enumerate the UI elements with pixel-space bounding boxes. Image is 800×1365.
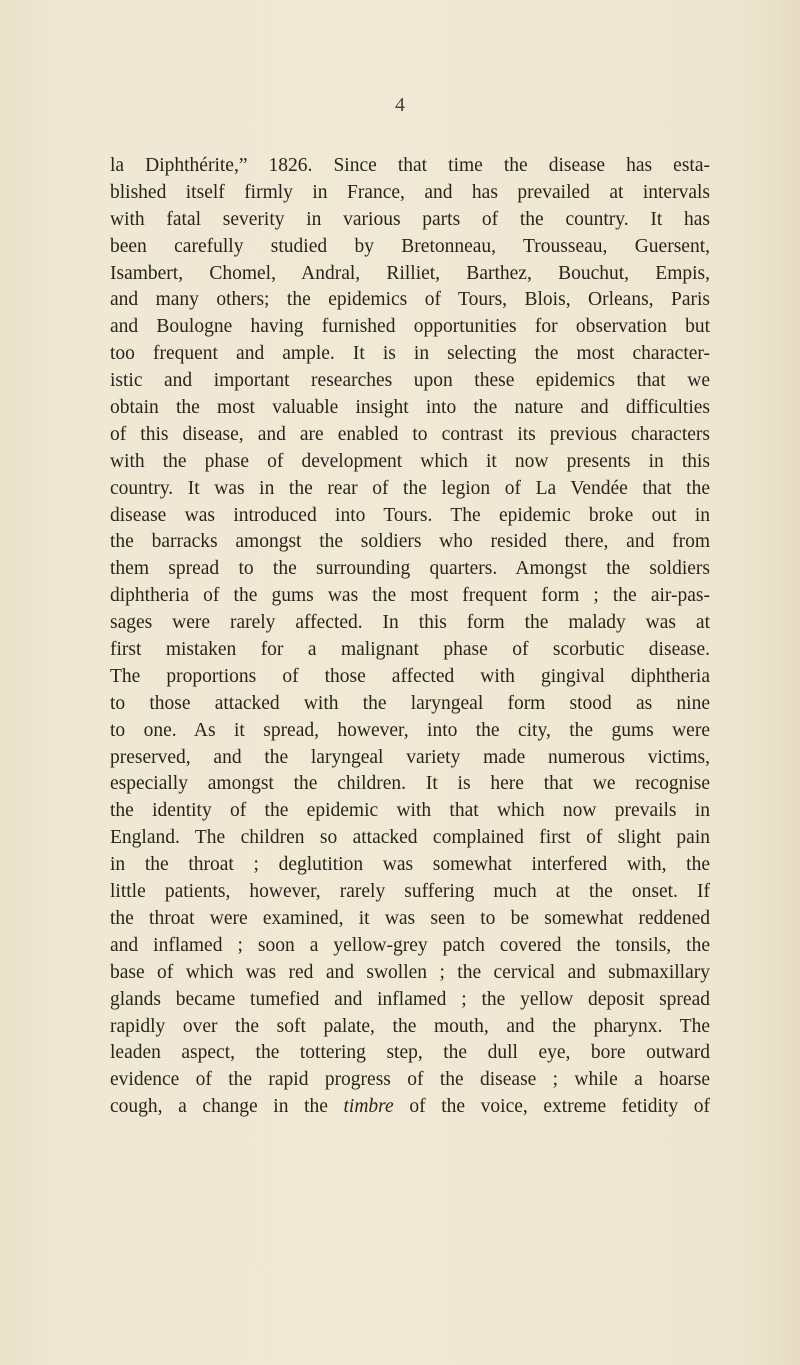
text-line: and many others; the epidemics of Tours, Blois, Orleans, Paris [110,289,710,311]
text-line: The proportions of those affected with gingival diphtheria [110,665,710,687]
text-line: and inflamed ; soon a yellow-grey patch covered the tonsils, the [110,934,710,956]
text-line: and Boulogne having furnished opportunities for observation but [110,316,710,338]
text-line: England. The children so attacked complained first of slight pain [110,827,710,849]
text-line: preserved, and the laryngeal variety made numerous victims, [110,746,710,768]
text-line: base of which was red and swollen ; the cervical and submaxillary [110,961,710,983]
text-line: la Diphthérite,” 1826. Since that time the disease has esta- [110,155,710,176]
text-line-last [110,1094,710,1121]
text-line: glands became tumefied and inflamed ; the yellow deposit spread [110,988,710,1010]
text-line: evidence of the rapid progress of the disease ; while a hoarse [110,1069,710,1091]
text-line: to one. As it spread, however, into the city, the gums were [110,719,710,741]
text-line: in the throat ; deglutition was somewhat interfered with, the [110,854,710,876]
text-line: them spread to the surrounding quarters. Amongst the soldiers [110,558,710,580]
text-line: of this disease, and are enabled to contrast its previous characters [110,423,710,445]
text-line: with fatal severity in various parts of the country. It has [110,208,710,230]
text-line: first mistaken for a malignant phase of scorbutic disease. [110,639,710,661]
last-line-after: of the voice, extreme fetidity of [393,1096,710,1118]
text-line: sages were rarely affected. In this form the malady was at [110,612,710,634]
text-line: rapidly over the soft palate, the mouth, and the pharynx. The [110,1015,710,1037]
text-line: especially amongst the children. It is here that we recognise [110,773,710,795]
text-line: little patients, however, rarely suffering much at the onset. If [110,881,710,903]
text-line: obtain the most valuable insight into the nature and difficulties [110,397,710,419]
text-line: with the phase of development which it now presents in this [110,450,710,472]
text-line: the throat were examined, it was seen to be somewhat reddened [110,907,710,929]
text-line: Isambert, Chomel, Andral, Rilliet, Barthez, Bouchut, Empis, [110,262,710,284]
text-line: istic and important researches upon these epidemics that we [110,370,710,392]
page-number: 4 [395,94,405,116]
text-line: diphtheria of the gums was the most frequent form ; the air-pas- [110,585,710,607]
text-line: the identity of the epidemic with that which now prevails in [110,800,710,822]
text-line: too frequent and ample. It is in selecting the most character- [110,343,710,365]
text-line: disease was introduced into Tours. The epidemic broke out in [110,504,710,526]
text-line: country. It was in the rear of the legion of La Vendée that the [110,477,710,499]
last-line-before: cough, a change in the [110,1096,344,1118]
body-text [110,153,710,1121]
text-line: to those attacked with the laryngeal form stood as nine [110,692,710,714]
text-line: leaden aspect, the tottering step, the dull eye, bore outward [110,1042,710,1064]
text-line: been carefully studied by Bretonneau, Trousseau, Guersent, [110,235,710,257]
text-line: blished itself firmly in France, and has prevailed at intervals [110,181,710,203]
text-line: the barracks amongst the soldiers who resided there, and from [110,531,710,553]
italic-word: timbre [343,1096,394,1118]
